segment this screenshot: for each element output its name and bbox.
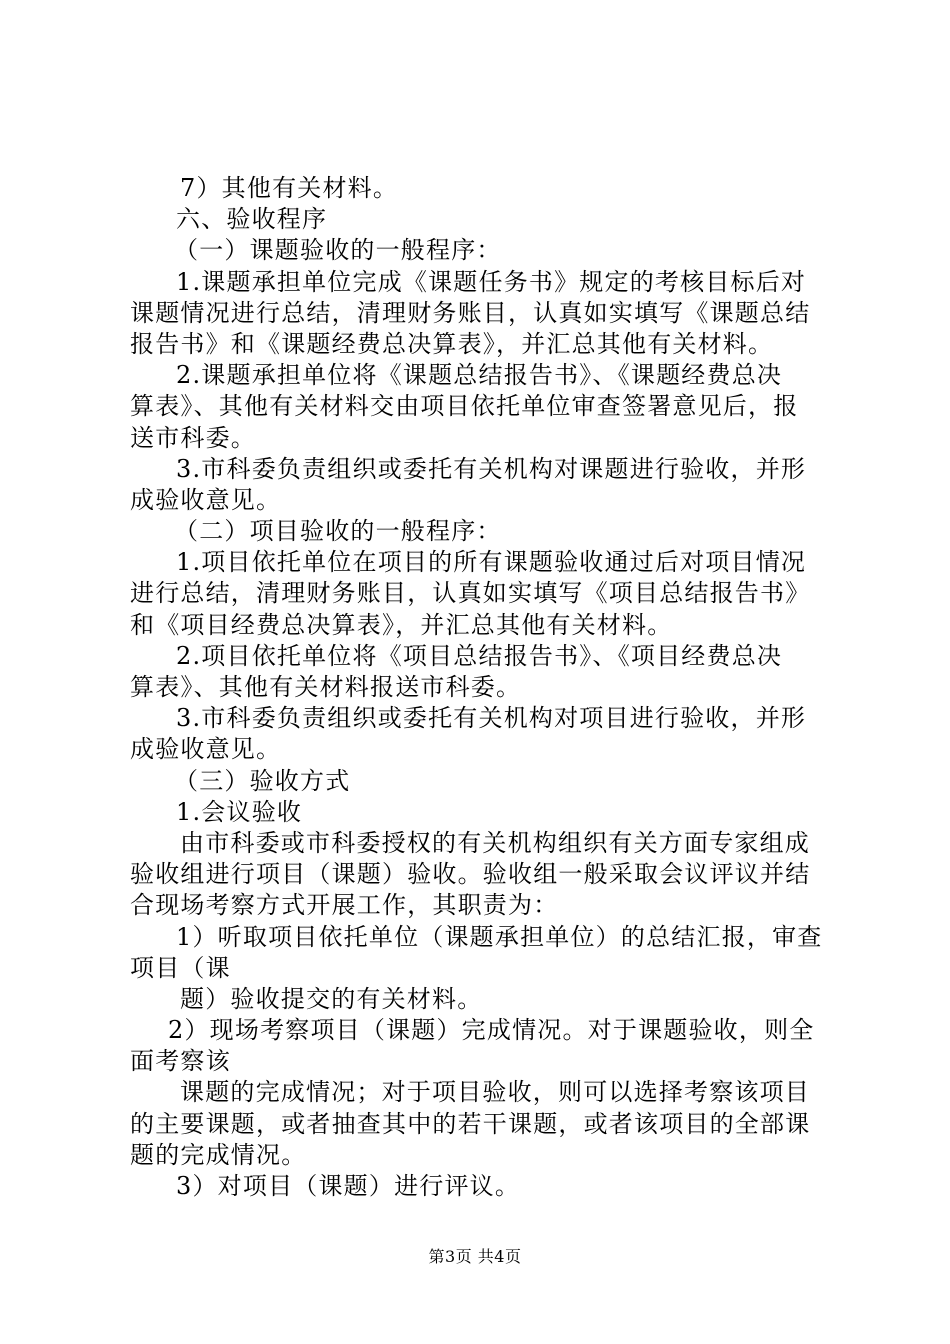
paragraph-line: 2.课题承担单位将《课题总结报告书》、《课题经费总决: [176, 361, 783, 390]
paragraph-line: 送市科委。: [130, 423, 256, 452]
paragraph-line: 项目（课: [130, 953, 231, 982]
paragraph-line: 3）对项目（课题）进行评议。: [176, 1172, 521, 1200]
paragraph-line: 的主要课题，或者抽查其中的若干课题，或者该项目的全部课: [130, 1109, 811, 1138]
paragraph-line: 1.项目依托单位在项目的所有课题验收通过后对项目情况: [176, 548, 807, 577]
paragraph-line: 面考察该: [130, 1047, 231, 1076]
paragraph-line: 合现场考察方式开展工作，其职责为：: [130, 891, 559, 920]
paragraph-line: 题的完成情况。: [130, 1140, 307, 1169]
subsection-heading-topic-procedure: （一）课题验收的一般程序：: [174, 236, 502, 265]
paragraph-line: 成验收意见。: [130, 735, 282, 764]
paragraph-line: 成验收意见。: [130, 485, 282, 514]
section-heading-acceptance-procedure: 六、验收程序: [176, 205, 328, 234]
paragraph-line: 3.市科委负责组织或委托有关机构对课题进行验收，并形: [176, 454, 807, 483]
paragraph-line: 算表》、其他有关材料交由项目依托单位审查签署意见后，报: [130, 392, 799, 421]
paragraph-line: 课题的完成情况；对于项目验收，则可以选择考察该项目: [180, 1078, 810, 1107]
paragraph-line: 题）验收提交的有关材料。: [180, 984, 483, 1013]
paragraph-line: 3.市科委负责组织或委托有关机构对项目进行验收，并形: [176, 704, 807, 733]
subsection-heading-acceptance-method: （三）验收方式: [174, 766, 351, 795]
paragraph-line: 报告书》和《课题经费总决算表》，并汇总其他有关材料。: [130, 329, 774, 358]
paragraph-line: 课题情况进行总结，清理财务账目，认真如实填写《课题总结: [130, 298, 811, 327]
list-heading-meeting-acceptance: 1.会议验收: [176, 797, 303, 826]
paragraph-line: 由市科委或市科委授权的有关机构组织有关方面专家组成: [180, 828, 810, 857]
paragraph-line: 1）听取项目依托单位（课题承担单位）的总结汇报，审查: [176, 922, 823, 951]
paragraph-line: 1.课题承担单位完成《课题任务书》规定的考核目标后对: [176, 267, 807, 296]
paragraph-line: 算表》、其他有关材料报送市科委。: [130, 673, 522, 701]
subsection-heading-project-procedure: （二）项目验收的一般程序：: [174, 517, 502, 546]
paragraph-line: 2.项目依托单位将《项目总结报告书》、《项目经费总决: [176, 641, 783, 670]
document-body: [130, 173, 830, 1202]
page-number-footer: 第3页 共4页: [428, 1247, 522, 1266]
paragraph-line: 和《项目经费总决算表》，并汇总其他有关材料。: [130, 610, 673, 639]
paragraph-line: 进行总结，清理财务账目，认真如实填写《项目总结报告书》: [130, 579, 811, 608]
list-item-other-materials: 7）其他有关材料。: [180, 174, 399, 202]
paragraph-line: 验收组进行项目（课题）验收。验收组一般采取会议评议并结: [130, 860, 811, 889]
paragraph-line: 2）现场考察项目（课题）完成情况。对于课题验收，则全: [168, 1016, 815, 1045]
